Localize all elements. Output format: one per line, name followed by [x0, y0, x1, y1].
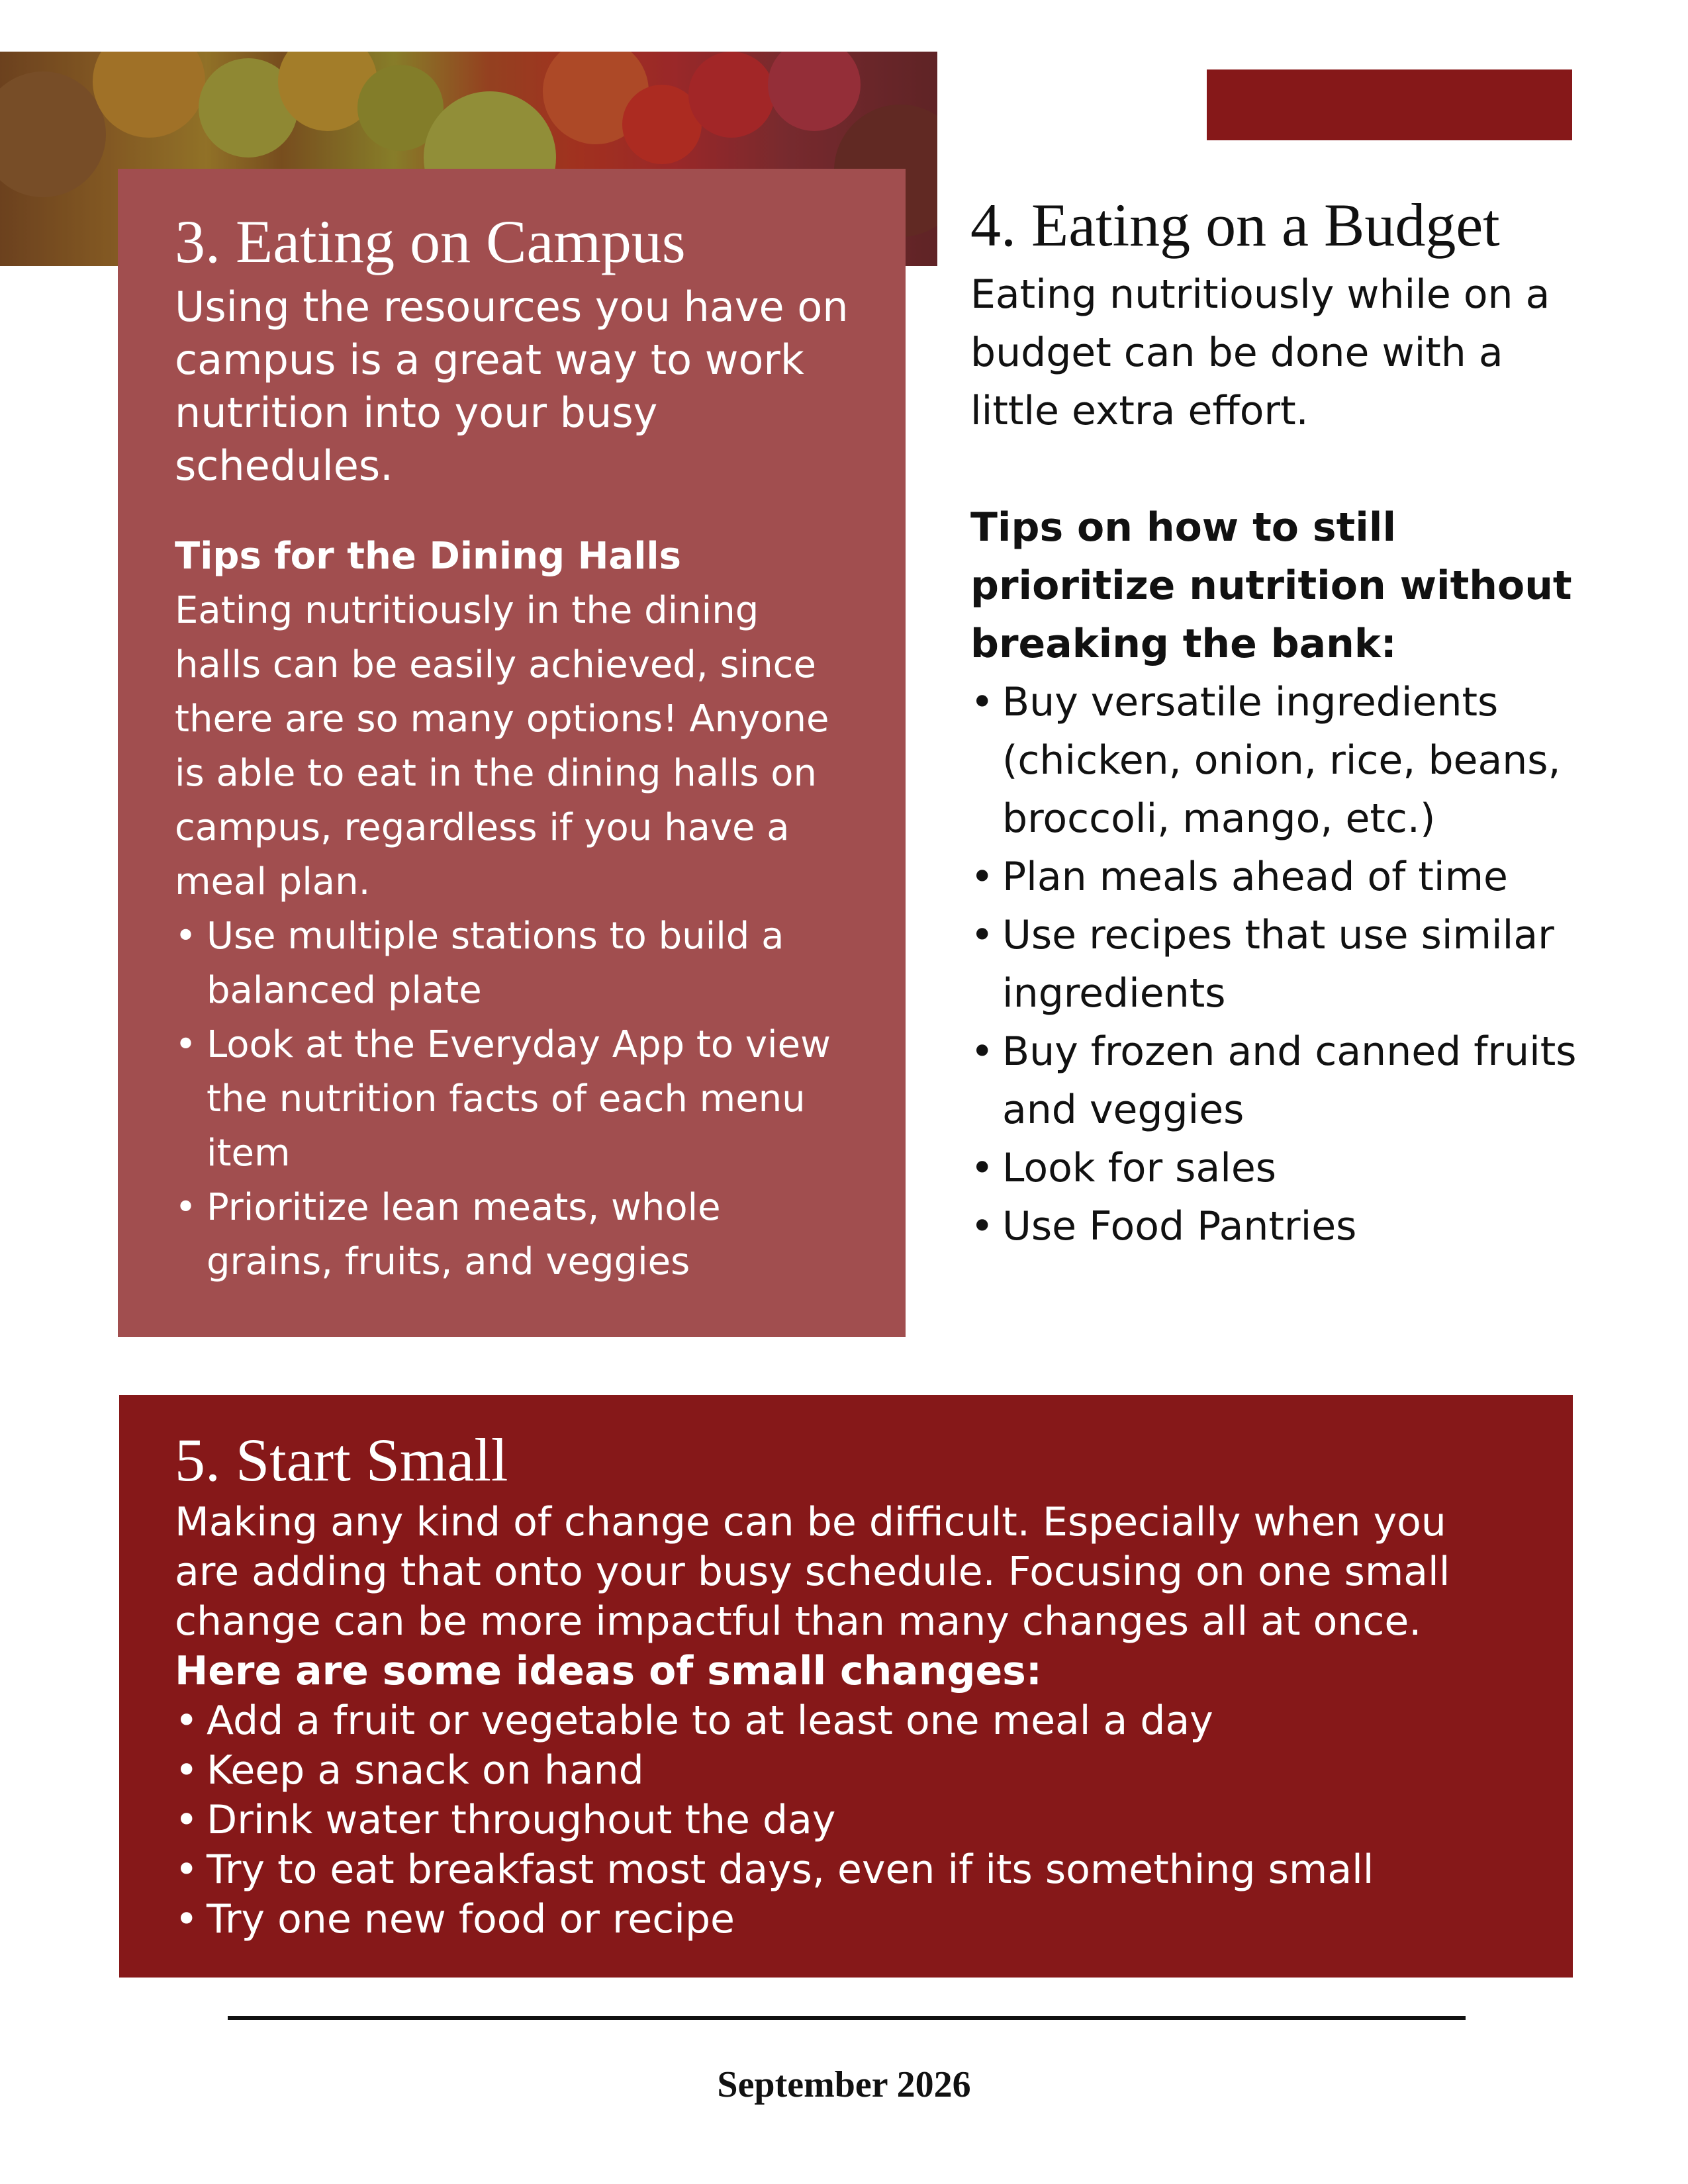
bullet-icon: • — [175, 1023, 197, 1067]
bullet-icon: • — [970, 679, 994, 726]
list-item-text: Drink water throughout the day — [207, 1797, 836, 1844]
bullet-icon: • — [970, 912, 994, 959]
bullet-icon: • — [175, 1698, 199, 1745]
list-item — [175, 1746, 1517, 1796]
eating-on-a-budget-section — [970, 192, 1579, 1255]
section-intro: Making any kind of change can be difficult. Especially when you are adding that onto your busy schedule. Focusing on one small change can be more impactful than many changes all at once. — [175, 1499, 1450, 1645]
tips-heading: Tips for the Dining Halls — [175, 535, 681, 578]
section-title: 3. Eating on Campus — [175, 208, 686, 275]
list-item — [970, 906, 1579, 1023]
list-item-text: Try one new food or recipe — [207, 1896, 735, 1943]
bullet-icon: • — [175, 1896, 199, 1943]
section-title: 5. Start Small — [175, 1426, 508, 1494]
list-item-text: Use multiple stations to build a balanced plate — [207, 915, 784, 1013]
list-item-text: Buy frozen and canned fruits and veggies — [1002, 1028, 1577, 1134]
tips-heading: Tips on how to still prioritize nutrition without breaking the bank: — [970, 504, 1572, 668]
list-item — [970, 1197, 1579, 1255]
list-item — [175, 1895, 1517, 1944]
list-item-text: Add a fruit or vegetable to at least one meal a day — [207, 1698, 1213, 1745]
start-small-section — [119, 1395, 1573, 1978]
bullet-icon: • — [175, 1186, 197, 1230]
eating-on-campus-section — [118, 169, 906, 1337]
bullet-icon: • — [970, 1028, 994, 1075]
section-intro: Using the resources you have on campus is a great way to work nutrition into your busy schedules. — [175, 283, 849, 490]
bullet-icon: • — [175, 1747, 199, 1794]
list-item-text: Buy versatile ingredients (chicken, onion, rice, beans, broccoli, mango, etc.) — [1002, 679, 1561, 842]
bullet-icon: • — [970, 854, 994, 901]
bullet-icon: • — [175, 915, 197, 958]
bullet-icon: • — [175, 1797, 199, 1844]
list-item — [175, 1018, 851, 1181]
list-item — [970, 1139, 1579, 1197]
tips-body: Eating nutritiously in the dining halls can be easily achieved, since there are so many options! Anyone is able to eat in the dining halls on campus, regardless if you have a meal plan. — [175, 589, 829, 904]
section-intro: Eating nutritiously while on a budget can be done with a little extra effort. — [970, 271, 1550, 435]
list-item — [175, 1696, 1517, 1746]
ideas-list — [175, 1696, 1517, 1944]
list-item — [175, 909, 851, 1018]
list-item-text: Look for sales — [1002, 1145, 1277, 1192]
list-item — [175, 1796, 1517, 1845]
footer-divider — [228, 2016, 1466, 2020]
list-item-text: Keep a snack on hand — [207, 1747, 644, 1794]
list-item-text: Prioritize lean meats, whole grains, fruits, and veggies — [207, 1186, 721, 1284]
list-item-text: Use recipes that use similar ingredients — [1002, 912, 1554, 1017]
list-item — [970, 848, 1579, 906]
list-item — [970, 1023, 1579, 1139]
list-item-text: Use Food Pantries — [1002, 1203, 1357, 1250]
accent-bar — [1207, 69, 1572, 140]
bullet-icon: • — [970, 1145, 994, 1192]
list-item-text: Try to eat breakfast most days, even if its something small — [207, 1846, 1374, 1893]
ideas-heading: Here are some ideas of small changes: — [175, 1648, 1042, 1695]
bullet-icon: • — [970, 1203, 994, 1250]
tips-list — [175, 909, 851, 1289]
list-item — [175, 1181, 851, 1289]
list-item — [175, 1845, 1517, 1895]
list-item-text: Look at the Everyday App to view the nutrition facts of each menu item — [207, 1023, 831, 1175]
list-item — [970, 673, 1579, 848]
tips-list — [970, 673, 1579, 1255]
list-item-text: Plan meals ahead of time — [1002, 854, 1508, 901]
bullet-icon: • — [175, 1846, 199, 1893]
footer-date: September 2026 — [717, 2064, 971, 2105]
section-title: 4. Eating on a Budget — [970, 191, 1500, 259]
